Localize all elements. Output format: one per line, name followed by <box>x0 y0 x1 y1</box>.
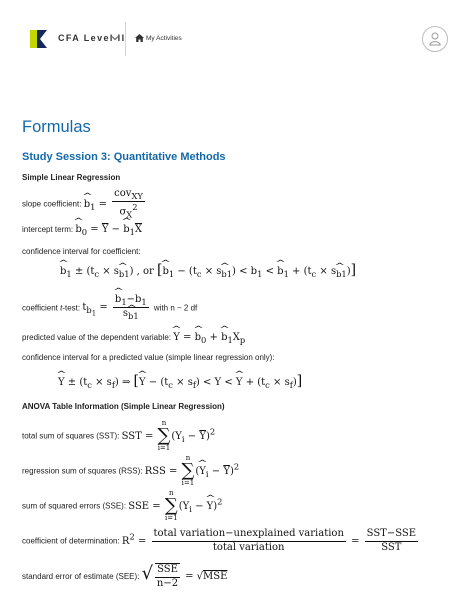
section-heading-anova: ANOVA Table Information (Simple Linear Regression) <box>22 402 225 411</box>
formula-slope <box>22 188 147 220</box>
user-avatar-button[interactable] <box>422 26 448 52</box>
df-note: with n − 2 df <box>153 303 198 313</box>
divider <box>125 22 126 56</box>
formula-predicted <box>22 332 245 345</box>
formula-label: coefficient of determination: <box>22 536 120 546</box>
formula-math: $t_{b_1}$ = ^ $\frac{b_1-b_1}{s\^{} _{b1}}$ <box>82 302 154 313</box>
formula-label-post: -test: <box>62 303 81 313</box>
chevron-down-icon[interactable] <box>110 33 120 43</box>
formula-math: ^ $b_0 = \overline{Y}$ − ^ $b_1\overline{X}$ <box>75 224 142 235</box>
formula-math: ^ $b_1 \pm (t_c$ × s^ $_{b1}$) , or [^ $b_1 - (t_c$ × s^ $_{b1}) < b_1$ < ^ $b_1 + (t_c$ × s^ $_{b1}$)] <box>60 266 356 277</box>
formula-label: predicted value of the dependent variable: <box>22 333 171 342</box>
formula-math: RSS = n ∑ i=1 (^ $Y_i - \overline{Y})^2$ <box>145 466 239 477</box>
formulas-content <box>22 118 462 589</box>
formula-ci-coef-label: confidence interval for coefficient: <box>22 247 141 256</box>
formula-label: slope coefficient: <box>22 199 82 209</box>
user-icon <box>429 32 441 46</box>
formula-math: SSE = n ∑ i=1 ($Y_i$ − ^ Y)$^2$ <box>128 501 222 512</box>
my-activities-link[interactable]: My Activities <box>146 35 182 42</box>
session-title: Study Session 3: Quantitative Methods <box>22 151 226 163</box>
top-bar <box>0 0 474 80</box>
formula-label-pre: coefficient <box>22 303 61 313</box>
section-heading-slr: Simple Linear Regression <box>22 173 121 182</box>
page-title: Formulas <box>22 118 91 136</box>
formula-sst <box>22 420 215 452</box>
formula-label: sum of squared errors (SSE): <box>22 501 127 511</box>
kaplan-logo[interactable] <box>30 30 47 48</box>
formula-sse <box>22 490 222 522</box>
course-selector-label[interactable]: CFA Level II <box>58 33 126 43</box>
formula-math: $R^2$ = $\frac{\text{total variation−unexplained variation}}{\text{total variation}}$ = $\frac{\text{SST−SSE}}{\text{SST}}$ <box>121 528 417 553</box>
home-icon[interactable] <box>135 34 144 42</box>
formula-ci-coef <box>60 262 356 279</box>
formula-math: √ $\frac{\text{SSE}}{n-2}$ = √MSE <box>141 563 228 589</box>
formula-label: intercept term: <box>22 225 74 234</box>
formula-math: ^ Y = ^ $b_0$ + ^ $b_1X_p$ <box>173 332 245 343</box>
formula-rss <box>22 455 239 487</box>
formula-ttest <box>22 294 197 322</box>
formula-label: standard error of estimate (SEE): <box>22 572 140 581</box>
formula-r2 <box>22 528 420 554</box>
formula-math: ^ $Y \pm (t_c \times s_f)$ ⇒ [^ $Y - (t_c \times s_f) < Y$ < ^ $Y + (t_c \times s_f)$] <box>58 377 302 388</box>
formula-ci-pred <box>58 373 302 390</box>
formula-math: ^ $b_1$ = $\frac{cov_{XY}}{\sigma_X^2}$ <box>84 199 147 210</box>
formula-ci-pred-label: confidence interval for a predicted value (simple linear regression only): <box>22 353 275 362</box>
formula-intercept <box>22 224 142 237</box>
formula-label: total sum of squares (SST): <box>22 431 120 441</box>
formula-math: SST = n ∑ i=1 $(Y_i - \overline{Y})^2$ <box>121 419 216 452</box>
formula-see <box>22 563 227 590</box>
formula-label: regression sum of squares (RSS): <box>22 466 143 476</box>
formula-label-t: t <box>60 303 63 313</box>
